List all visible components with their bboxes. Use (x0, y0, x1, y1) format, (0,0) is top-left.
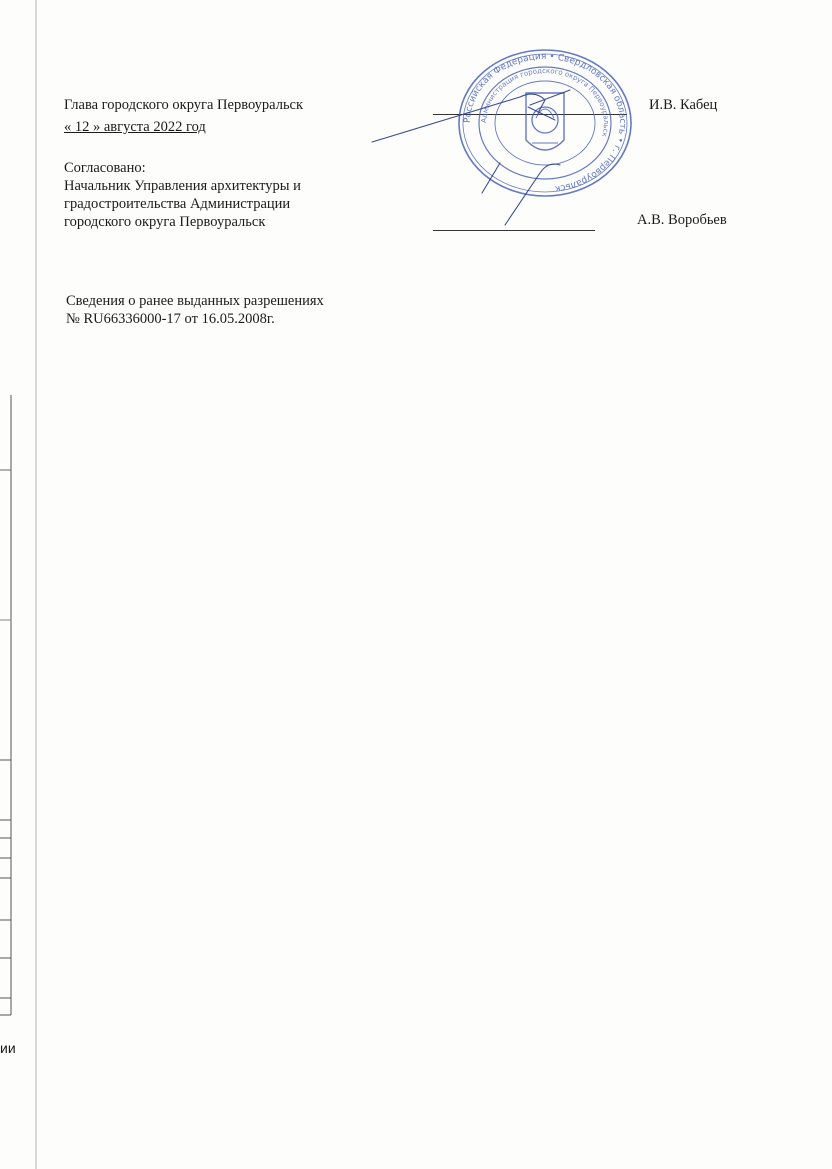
signing-date: « 12 » августа 2022 год (64, 119, 206, 135)
permits-heading: Сведения о ранее выданных разрешениях (66, 293, 324, 309)
approval-label: Согласовано: (64, 160, 146, 176)
head-name: И.В. Кабец (649, 97, 718, 113)
edge-text-fragment: ии (0, 1040, 16, 1056)
left-edge-table-fragment (0, 0, 40, 1169)
seal-outer-text: Российская Федерация • Свердловская область • г. Первоуральск (462, 51, 628, 194)
seal-inner-text: Администрация городского округа Первоуральск (479, 66, 611, 138)
approval-position-line-3: городского округа Первоуральск (64, 214, 266, 230)
handwritten-signature (370, 85, 610, 245)
permits-number: № RU66336000-17 от 16.05.2008г. (66, 311, 275, 327)
approval-name: А.В. Воробьев (637, 212, 727, 228)
approval-position-line-1: Начальник Управления архитектуры и (64, 178, 301, 194)
head-title: Глава городского округа Первоуральск (64, 97, 304, 113)
approval-position-line-2: градостроительства Администрации (64, 196, 291, 212)
